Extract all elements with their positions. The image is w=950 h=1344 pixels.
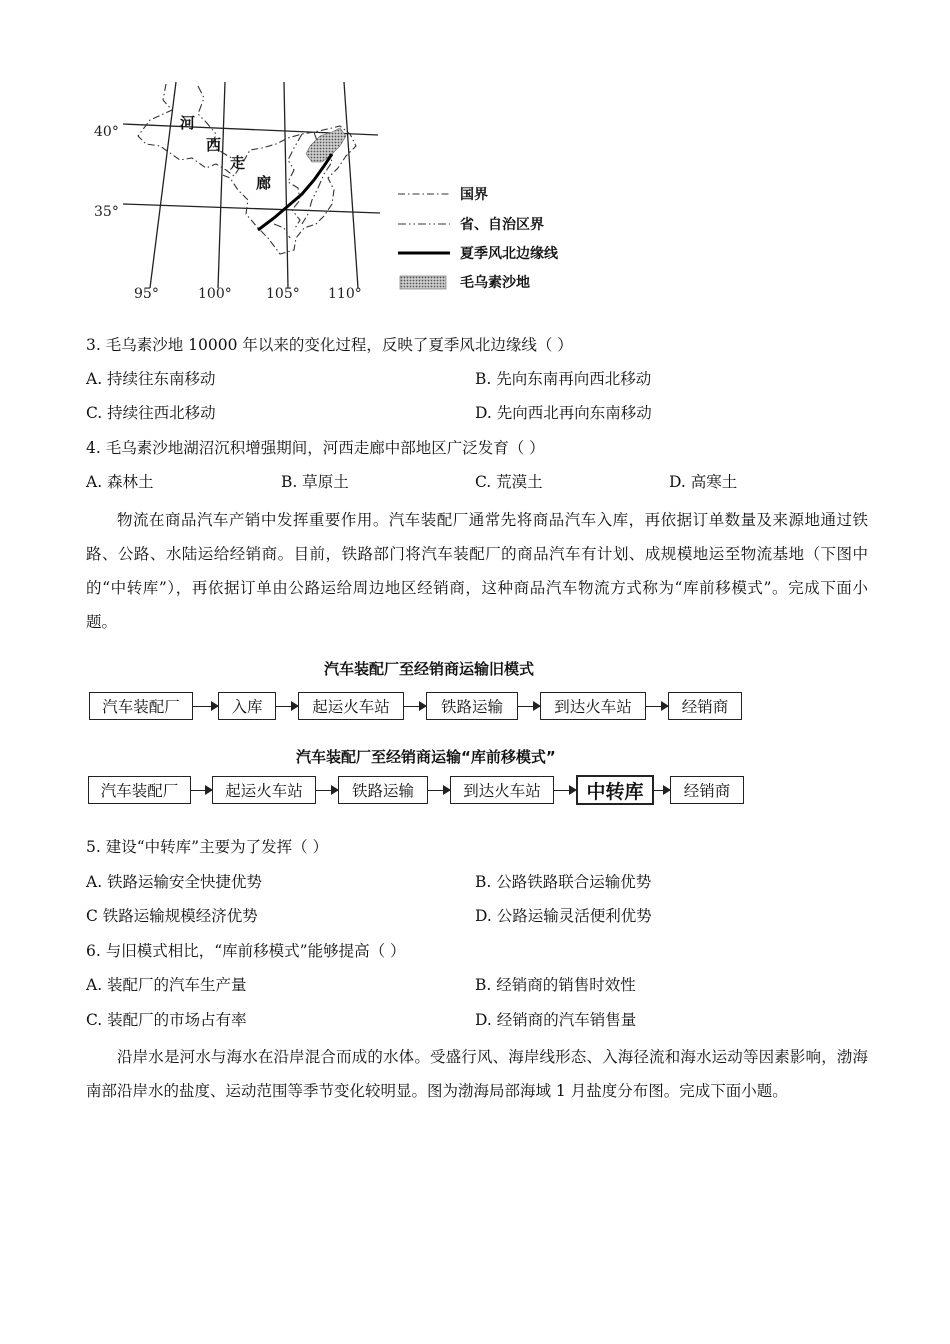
meridian-100 bbox=[218, 82, 225, 288]
region-char-zou: 走 bbox=[230, 154, 246, 172]
q6-option-a: A. 装配厂的汽车生产量 bbox=[86, 976, 247, 994]
new-step-factory: 汽车装配厂 bbox=[88, 776, 191, 804]
q3-option-b: B. 先向东南再向西北移动 bbox=[475, 370, 652, 388]
passage-coastal-water: 沿岸水是河水与海水在沿岸混合而成的水体。受盛行风、海岸线形态、入海径流和海水运动等因素影响，渤海南部沿岸水的盐度、运动范围等季节变化较明显。图为渤海局部海域 1 月盐度分布图。完成下面小题。 bbox=[86, 1048, 868, 1100]
q5-option-d: D. 公路运输灵活便利优势 bbox=[475, 907, 652, 925]
lat-label-35: 35° bbox=[94, 204, 119, 220]
lat-label-40: 40° bbox=[94, 124, 119, 140]
old-arrow-5 bbox=[646, 706, 668, 707]
old-step-storage: 入库 bbox=[218, 692, 276, 720]
old-step-arrival-station: 到达火车站 bbox=[540, 692, 646, 720]
new-arrow-4 bbox=[554, 790, 576, 791]
legend-label-provincial: 省、自治区界 bbox=[460, 217, 544, 233]
q6-option-d: D. 经销商的汽车销售量 bbox=[475, 1011, 637, 1029]
old-arrow-1 bbox=[193, 706, 218, 707]
diagram-old-title: 汽车装配厂至经销商运输旧模式 bbox=[324, 660, 535, 678]
diagram-new-title: 汽车装配厂至经销商运输“库前移模式” bbox=[296, 748, 556, 766]
parallel-35 bbox=[123, 204, 380, 213]
q4-option-c: C. 荒漠土 bbox=[475, 473, 543, 491]
region-char-lang: 廊 bbox=[256, 174, 272, 192]
q5-option-c: C 铁路运输规模经济优势 bbox=[86, 907, 258, 925]
meridian-105 bbox=[284, 82, 288, 288]
new-step-dealer: 经销商 bbox=[670, 776, 744, 804]
graticule bbox=[123, 82, 380, 288]
meridian-95 bbox=[150, 82, 176, 288]
q6-option-b: B. 经销商的销售时效性 bbox=[475, 976, 636, 994]
q4-option-d: D. 高寒土 bbox=[669, 473, 738, 491]
q4-option-a: A. 森林土 bbox=[86, 473, 154, 491]
q5-option-b: B. 公路铁路联合运输优势 bbox=[475, 873, 652, 891]
q3-stem: 3. 毛乌素沙地 10000 年以来的变化过程，反映了夏季风北边缘线（ ） bbox=[86, 336, 573, 354]
legend-label-sandland: 毛乌素沙地 bbox=[460, 275, 530, 291]
new-step-transfer-depot: 中转库 bbox=[576, 775, 654, 805]
lon-label-100: 100° bbox=[198, 286, 232, 302]
lon-label-105: 105° bbox=[266, 286, 300, 302]
new-step-origin-station: 起运火车站 bbox=[212, 776, 316, 804]
region-char-he: 河 bbox=[180, 114, 196, 132]
region-char-xi: 西 bbox=[206, 136, 222, 154]
passage-logistics: 物流在商品汽车产销中发挥重要作用。汽车装配厂通常先将商品汽车入库，再依据订单数量及来源地通过铁路、公路、水陆运给经销商。目前，铁路部门将汽车装配厂的商品汽车有计划、成规模地运至物流基地（下图中的“中转库”），再依据订单由公路运给周边地区经销商，这种商品汽车物流方式称为“库前移模式”。完成下面小题。 bbox=[86, 511, 868, 631]
new-arrow-5 bbox=[654, 790, 670, 791]
legend-label-monsoon: 夏季风北边缘线 bbox=[460, 246, 558, 262]
new-step-rail: 铁路运输 bbox=[338, 776, 428, 804]
new-arrow-1 bbox=[191, 790, 212, 791]
sandland-icon bbox=[400, 276, 446, 289]
q6-option-c: C. 装配厂的市场占有率 bbox=[86, 1011, 247, 1029]
old-arrow-3 bbox=[404, 706, 426, 707]
old-arrow-4 bbox=[518, 706, 540, 707]
q3-option-d: D. 先向西北再向东南移动 bbox=[475, 404, 652, 422]
legend-label-national: 国界 bbox=[460, 187, 488, 203]
lon-label-95: 95° bbox=[134, 286, 159, 302]
q6-stem: 6. 与旧模式相比，“库前移模式”能够提高（ ） bbox=[86, 942, 406, 960]
map-legend bbox=[398, 186, 559, 291]
q4-stem: 4. 毛乌素沙地湖沼沉积增强期间，河西走廊中部地区广泛发育（ ） bbox=[86, 439, 545, 457]
lon-label-110: 110° bbox=[328, 286, 362, 302]
map-figure bbox=[88, 78, 608, 308]
q4-option-b: B. 草原土 bbox=[281, 473, 349, 491]
q3-option-c: C. 持续往西北移动 bbox=[86, 404, 216, 422]
old-step-rail: 铁路运输 bbox=[426, 692, 518, 720]
old-step-origin-station: 起运火车站 bbox=[298, 692, 404, 720]
new-arrow-2 bbox=[316, 790, 338, 791]
q3-option-a: A. 持续往东南移动 bbox=[86, 370, 216, 388]
old-step-factory: 汽车装配厂 bbox=[89, 692, 193, 720]
q5-option-a: A. 铁路运输安全快捷优势 bbox=[86, 873, 263, 891]
meridian-110 bbox=[344, 82, 358, 288]
q5-stem: 5. 建设“中转库”主要为了发挥（ ） bbox=[86, 838, 328, 856]
old-step-dealer: 经销商 bbox=[668, 692, 742, 720]
new-arrow-3 bbox=[428, 790, 450, 791]
old-arrow-2 bbox=[276, 706, 298, 707]
new-step-arrival-station: 到达火车站 bbox=[450, 776, 554, 804]
